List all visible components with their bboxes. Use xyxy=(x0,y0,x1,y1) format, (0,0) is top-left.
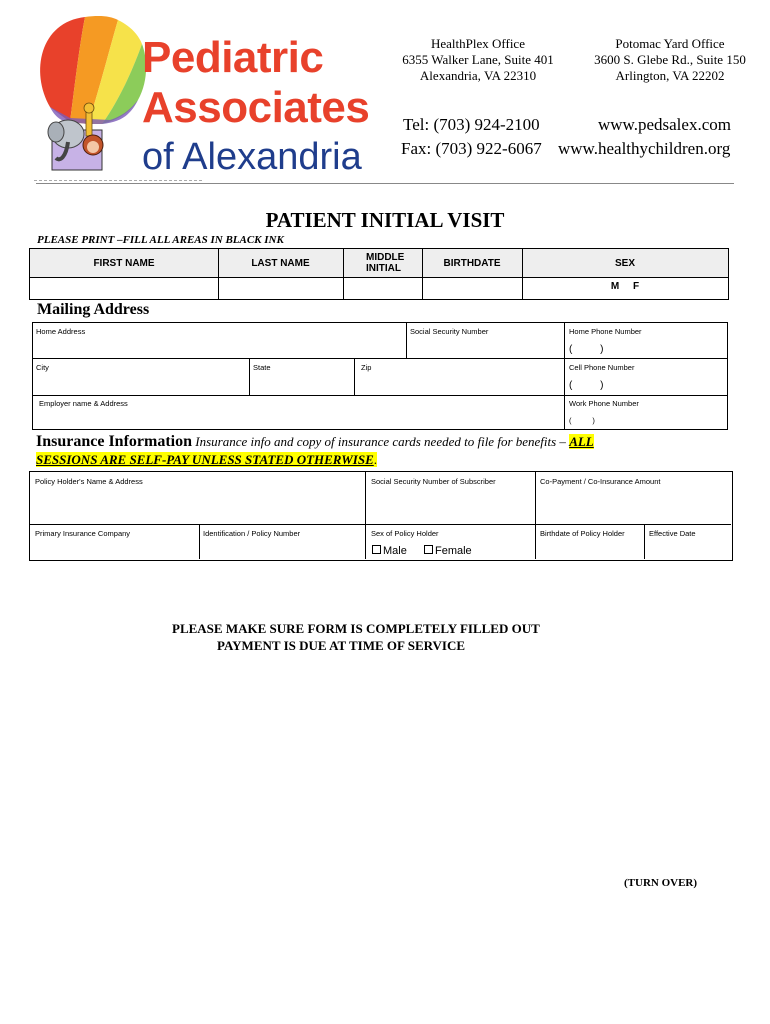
mailing-address-heading: Mailing Address xyxy=(37,301,150,318)
female-label: Female xyxy=(435,545,472,557)
patient-info-table xyxy=(29,248,729,300)
col-divider xyxy=(199,524,200,559)
mailing-address-table xyxy=(32,322,728,430)
col-divider xyxy=(249,358,250,395)
birthdate-field[interactable] xyxy=(423,278,522,299)
middle-initial-field[interactable] xyxy=(344,278,422,299)
home-phone-field[interactable]: ( ) xyxy=(569,344,604,355)
zip-label: Zip xyxy=(361,363,372,372)
turn-over-note: (TURN OVER) xyxy=(624,877,698,889)
birthdate-holder-label: Birthdate of Policy Holder xyxy=(540,529,625,538)
healthplex-office xyxy=(380,36,576,84)
col-divider xyxy=(644,524,645,559)
notice-period: . xyxy=(373,452,378,467)
policy-number-label: Identification / Policy Number xyxy=(203,529,301,538)
col-divider xyxy=(535,472,536,559)
brand-line-1: Pediatric xyxy=(142,33,324,82)
copay-label: Co-Payment / Co-Insurance Amount xyxy=(540,477,661,486)
footer-fill-notice: PLEASE MAKE SURE FORM IS COMPLETELY FILLED OUT xyxy=(172,621,540,636)
checkbox-icon xyxy=(372,545,381,554)
male-checkbox[interactable] xyxy=(372,545,407,557)
telephone: Tel: (703) 924-2100 xyxy=(403,115,540,134)
ssn-subscriber-label: Social Security Number of Subscriber xyxy=(371,477,496,486)
policy-holder-label: Policy Holder's Name & Address xyxy=(35,477,143,486)
primary-insurance-label: Primary Insurance Company xyxy=(35,529,131,538)
col-divider xyxy=(406,323,407,358)
work-phone-label: Work Phone Number xyxy=(569,399,639,408)
col-sex: SEX xyxy=(614,258,635,269)
brand-line-3: of Alexandria xyxy=(142,136,362,178)
sex-of-holder-label: Sex of Policy Holder xyxy=(371,529,439,538)
row-divider xyxy=(33,358,727,359)
office-name: HealthPlex Office xyxy=(431,36,525,51)
potomac-yard-office xyxy=(578,36,762,84)
insurance-heading-block xyxy=(36,433,736,469)
last-name-field[interactable] xyxy=(219,278,343,299)
fax: Fax: (703) 922-6067 xyxy=(401,139,542,158)
office-address-line: Arlington, VA 22202 xyxy=(615,68,725,83)
row-divider xyxy=(30,524,731,525)
first-name-field[interactable] xyxy=(30,278,218,299)
row-divider xyxy=(33,395,727,396)
hot-air-balloon-icon xyxy=(30,12,160,184)
footer-payment-notice: PAYMENT IS DUE AT TIME OF SERVICE xyxy=(217,638,466,653)
female-checkbox[interactable] xyxy=(424,545,472,557)
form-instructions: PLEASE PRINT –FILL ALL AREAS IN BLACK INK xyxy=(37,234,284,246)
header-divider xyxy=(36,183,734,184)
state-label: State xyxy=(253,363,271,372)
insurance-heading: Insurance Information xyxy=(36,433,193,450)
office-address-line: 3600 S. Glebe Rd., Suite 150 xyxy=(594,52,746,67)
col-last-name: LAST NAME xyxy=(251,258,310,269)
col-divider xyxy=(354,358,355,395)
col-divider xyxy=(365,472,366,559)
home-phone-label: Home Phone Number xyxy=(569,327,642,336)
office-address-line: 6355 Walker Lane, Suite 401 xyxy=(402,52,554,67)
cell-phone-field[interactable]: ( ) xyxy=(569,380,604,391)
website-link-2[interactable]: www.healthychildren.org xyxy=(558,139,731,158)
col-divider xyxy=(564,323,565,429)
col-birthdate: BIRTHDATE xyxy=(443,258,501,269)
city-label: City xyxy=(36,363,49,372)
ssn-label: Social Security Number xyxy=(410,327,489,336)
work-phone-field[interactable]: ( ) xyxy=(569,416,595,425)
col-middle-initial: MIDDLE INITIAL xyxy=(366,252,405,274)
checkbox-icon xyxy=(424,545,433,554)
sex-options[interactable]: M F xyxy=(610,281,640,292)
website-link[interactable]: www.pedsalex.com xyxy=(598,115,731,134)
self-pay-notice: SESSIONS ARE SELF-PAY UNLESS STATED OTHERWISE xyxy=(36,452,374,467)
home-address-label: Home Address xyxy=(36,327,86,336)
office-name: Potomac Yard Office xyxy=(615,36,725,51)
brand-line-2: Associates xyxy=(142,83,370,132)
effective-date-label: Effective Date xyxy=(649,529,696,538)
insurance-note: Insurance info and copy of insurance cards needed to file for benefits – xyxy=(195,434,566,449)
col-first-name: FIRST NAME xyxy=(93,258,155,269)
practice-logo xyxy=(30,12,370,184)
insurance-all: ALL xyxy=(569,434,594,449)
insurance-table xyxy=(29,471,733,561)
form-title: PATIENT INITIAL VISIT xyxy=(265,208,505,232)
logo-underline xyxy=(34,180,202,181)
office-address-line: Alexandria, VA 22310 xyxy=(419,68,537,83)
cell-phone-label: Cell Phone Number xyxy=(569,363,635,372)
employer-label: Employer name & Address xyxy=(39,399,128,408)
male-label: Male xyxy=(383,545,407,557)
